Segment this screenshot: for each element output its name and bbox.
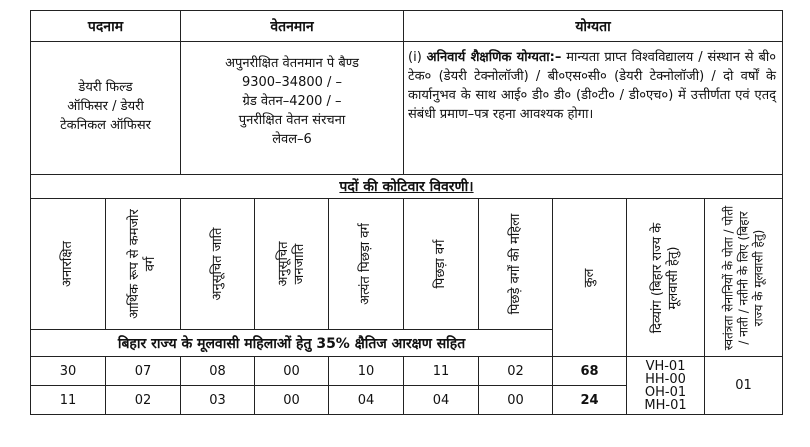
women-reservation-note: बिहार राज्य के मूलवासी महिलाओं हेतु 35% क्षैतिज आरक्षण सहित <box>31 330 553 357</box>
disability-line: VH-01 <box>645 358 686 374</box>
pay-scale-line: लेवल–6 <box>272 132 312 147</box>
cell-value: 11 <box>404 357 479 386</box>
cell-value: 11 <box>31 386 106 415</box>
post-name-line: टेकनिकल ऑफिसर <box>60 118 151 133</box>
col-ebc: अत्यंत पिछड़ा वर्ग <box>329 199 404 330</box>
col-st: अनुसूचित जनजाति <box>255 199 329 330</box>
cell-value: 00 <box>479 386 553 415</box>
qualification-marker: (i) <box>408 50 422 65</box>
qualification-body: मान्यता प्राप्त विश्वविद्यालय / संस्थान से बी० टेक० (डेयरी टेक्नोलॉजी) / बी०एस०सी० (डेयरी टेक्नोलॉजी) / दो वर्षों के कार्यानुभव के साथ आई० डी० डी० (डी०टी० / डी०एच०) में उत्तीर्णता एवं एतद् संबंधी प्रमाण–पत्र रहना आवश्यक होगा। <box>408 50 777 122</box>
vacancy-table <box>30 10 783 415</box>
cell-value: 03 <box>181 386 255 415</box>
col-freedom-fighter: स्वतंत्रता सेनानियों के पोता / पोती / नाती / नतीनी के लिए (बिहार राज्य के मूलवासी हेतु) <box>705 199 783 357</box>
cell-total: 68 <box>553 357 627 386</box>
col-total: कुल <box>553 199 627 357</box>
qualification-cell <box>404 42 783 175</box>
cell-value: 08 <box>181 357 255 386</box>
cell-value: 04 <box>329 386 404 415</box>
post-name-line: डेयरी फिल्ड <box>78 80 133 95</box>
col-ews: आर्थिक रूप से कमजोर वर्ग <box>106 199 181 330</box>
pay-scale-line: अपुनरीक्षित वेतनमान पे बैण्ड <box>225 56 359 71</box>
cell-value: 30 <box>31 357 106 386</box>
disability-line: OH-01 <box>644 384 687 400</box>
pay-scale-line: पुनरीक्षित वेतन संरचना <box>238 113 346 128</box>
pay-scale-line: 9300–34800 / – <box>241 75 343 90</box>
category-title: पदों की कोटिवार विवरणी। <box>31 175 783 199</box>
post-name-line: ऑफिसर / डेयरी <box>67 99 144 114</box>
cell-value: 10 <box>329 357 404 386</box>
col-sc: अनुसूचित जाति <box>181 199 255 330</box>
freedom-fighter-cell: 01 <box>705 357 783 415</box>
cell-value: 07 <box>106 357 181 386</box>
col-unreserved: अनारक्षित <box>31 199 106 330</box>
col-bc-women: पिछड़े वर्गों की महिला <box>479 199 553 330</box>
disability-line: MH-01 <box>644 397 687 413</box>
pay-scale-line: ग्रेड वेतन–4200 / – <box>242 94 342 109</box>
col-bc: पिछड़ा वर्ग <box>404 199 479 330</box>
cell-value: 00 <box>255 386 329 415</box>
disability-line: HH-00 <box>645 371 686 387</box>
cell-value: 02 <box>479 357 553 386</box>
cell-total: 24 <box>553 386 627 415</box>
header-qualification: योग्यता <box>404 11 783 42</box>
post-name-cell <box>31 42 181 175</box>
cell-value: 04 <box>404 386 479 415</box>
disability-cell <box>627 357 705 415</box>
qualification-heading: अनिवार्य शैक्षणिक योग्यता:– <box>426 50 562 65</box>
pay-scale-cell <box>181 42 404 175</box>
header-post: पदनाम <box>31 11 181 42</box>
header-pay: वेतनमान <box>181 11 404 42</box>
cell-value: 00 <box>255 357 329 386</box>
col-disabled: दिव्यांग (बिहार राज्य के मूलवासी हेतु) <box>627 199 705 357</box>
cell-value: 02 <box>106 386 181 415</box>
